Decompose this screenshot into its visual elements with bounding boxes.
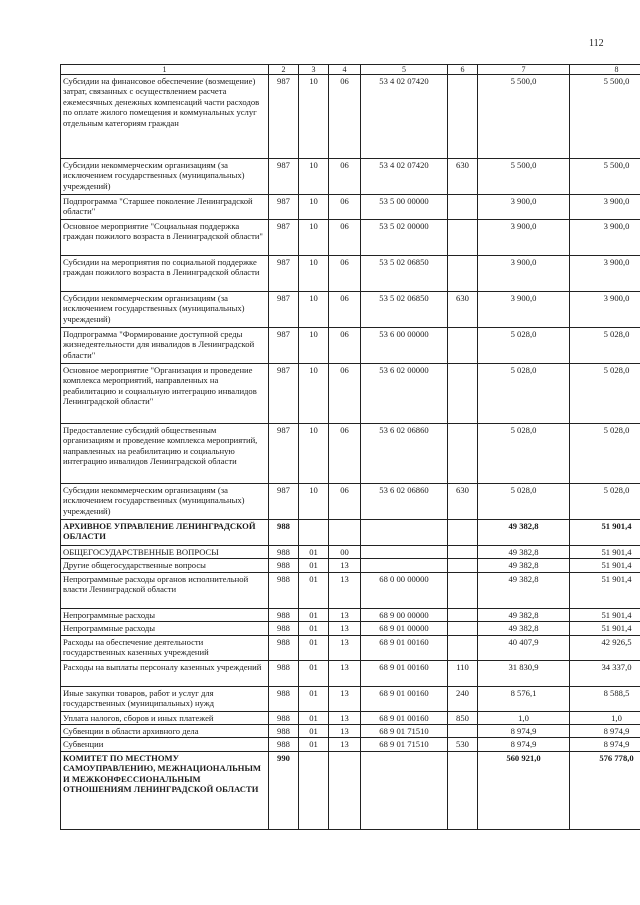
cell-ved: 988	[269, 686, 299, 711]
cell-expense-type	[448, 75, 478, 159]
cell-name: Подпрограмма "Старшее поколение Ленинградской области"	[61, 195, 269, 220]
cell-amount-year1: 8 974,9	[478, 738, 570, 751]
cell-section: 01	[299, 738, 329, 751]
cell-expense-type	[448, 364, 478, 424]
cell-ved: 988	[269, 660, 299, 686]
cell-section: 01	[299, 711, 329, 724]
cell-section: 01	[299, 660, 329, 686]
cell-name: ОБЩЕГОСУДАРСТВЕННЫЕ ВОПРОСЫ	[61, 546, 269, 559]
cell-subsection: 06	[329, 195, 361, 220]
cell-section: 10	[299, 256, 329, 292]
cell-expense-type: 240	[448, 686, 478, 711]
cell-amount-year2: 51 901,4	[570, 622, 640, 635]
cell-amount-year2: 576 778,0	[570, 751, 640, 829]
table-row	[61, 660, 640, 686]
cell-name: Иные закупки товаров, работ и услуг для государственных (муниципальных) нужд	[61, 686, 269, 711]
cell-name: КОМИТЕТ ПО МЕСТНОМУ САМОУПРАВЛЕНИЮ, МЕЖНАЦИОНАЛЬНЫМ И МЕЖКОНФЕССИОНАЛЬНЫМ ОТНОШЕНИЯМ ЛЕНИНГРАДСКОЙ ОБЛАСТИ	[61, 751, 269, 829]
cell-subsection	[329, 520, 361, 546]
cell-ved: 988	[269, 520, 299, 546]
cell-amount-year1: 5 500,0	[478, 159, 570, 195]
cell-subsection: 06	[329, 328, 361, 364]
cell-ved: 987	[269, 220, 299, 256]
cell-ved: 988	[269, 546, 299, 559]
header-cell: 3	[299, 65, 329, 75]
cell-amount-year1: 5 500,0	[478, 75, 570, 159]
header-cell: 7	[478, 65, 570, 75]
cell-name: Субвенции	[61, 738, 269, 751]
cell-expense-type	[448, 608, 478, 621]
cell-ved: 988	[269, 738, 299, 751]
cell-subsection: 00	[329, 546, 361, 559]
cell-subsection: 06	[329, 424, 361, 484]
cell-name: Непрограммные расходы органов исполнительной власти Ленинградской области	[61, 572, 269, 608]
cell-ved: 987	[269, 364, 299, 424]
cell-amount-year1: 49 382,8	[478, 608, 570, 621]
cell-section: 10	[299, 159, 329, 195]
cell-target-article: 53 5 02 06850	[361, 292, 448, 328]
cell-amount-year1: 49 382,8	[478, 520, 570, 546]
cell-subsection: 13	[329, 686, 361, 711]
table-row	[61, 328, 640, 364]
cell-ved: 987	[269, 328, 299, 364]
cell-amount-year2: 8 588,5	[570, 686, 640, 711]
cell-target-article: 68 9 00 00000	[361, 608, 448, 621]
cell-target-article: 53 4 02 07420	[361, 75, 448, 159]
cell-amount-year2: 1,0	[570, 711, 640, 724]
cell-amount-year2: 5 028,0	[570, 364, 640, 424]
cell-expense-type: 110	[448, 660, 478, 686]
cell-amount-year2: 3 900,0	[570, 195, 640, 220]
cell-subsection: 06	[329, 364, 361, 424]
cell-amount-year2: 5 500,0	[570, 159, 640, 195]
cell-section: 10	[299, 292, 329, 328]
table-row	[61, 364, 640, 424]
cell-section: 01	[299, 725, 329, 738]
cell-amount-year2: 51 901,4	[570, 559, 640, 572]
cell-section: 10	[299, 75, 329, 159]
cell-ved: 987	[269, 75, 299, 159]
cell-target-article: 53 5 00 00000	[361, 195, 448, 220]
cell-ved: 987	[269, 195, 299, 220]
cell-section: 01	[299, 546, 329, 559]
cell-name: Субсидии на финансовое обеспечение (возмещение) затрат, связанных с осуществлением расчета ежемесячных денежных компенсаций части расходов по оплате жилого помещения и коммунальных услуг отдельным категориям граждан	[61, 75, 269, 159]
header-row	[61, 65, 640, 75]
cell-amount-year2: 34 337,0	[570, 660, 640, 686]
cell-subsection: 13	[329, 660, 361, 686]
table-row	[61, 711, 640, 724]
table-row	[61, 484, 640, 520]
cell-section: 01	[299, 572, 329, 608]
cell-ved: 988	[269, 711, 299, 724]
cell-expense-type: 630	[448, 292, 478, 328]
cell-amount-year2: 5 500,0	[570, 75, 640, 159]
cell-ved: 987	[269, 256, 299, 292]
cell-expense-type	[448, 572, 478, 608]
cell-amount-year1: 3 900,0	[478, 292, 570, 328]
cell-amount-year1: 1,0	[478, 711, 570, 724]
cell-subsection: 13	[329, 622, 361, 635]
cell-amount-year1: 8 974,9	[478, 725, 570, 738]
header-cell: 6	[448, 65, 478, 75]
cell-amount-year1: 3 900,0	[478, 256, 570, 292]
cell-target-article: 53 6 02 00000	[361, 364, 448, 424]
cell-expense-type: 850	[448, 711, 478, 724]
cell-name: Подпрограмма "Формирование доступной среды жизнедеятельности для инвалидов в Ленинградской области"	[61, 328, 269, 364]
cell-target-article	[361, 546, 448, 559]
cell-section: 10	[299, 195, 329, 220]
cell-section	[299, 520, 329, 546]
cell-amount-year2: 42 926,5	[570, 635, 640, 660]
header-cell: 4	[329, 65, 361, 75]
cell-subsection: 06	[329, 159, 361, 195]
cell-name: Расходы на выплаты персоналу казенных учреждений	[61, 660, 269, 686]
table-row	[61, 220, 640, 256]
cell-ved: 988	[269, 572, 299, 608]
table-row	[61, 256, 640, 292]
cell-ved: 987	[269, 484, 299, 520]
cell-amount-year1: 31 830,9	[478, 660, 570, 686]
cell-expense-type	[448, 328, 478, 364]
cell-name: Субсидии некоммерческим организациям (за исключением государственных (муниципальных) учреждений)	[61, 484, 269, 520]
cell-amount-year2: 51 901,4	[570, 608, 640, 621]
cell-target-article: 68 9 01 00160	[361, 660, 448, 686]
cell-subsection: 13	[329, 635, 361, 660]
cell-name: Субвенции в области архивного дела	[61, 725, 269, 738]
cell-subsection: 06	[329, 484, 361, 520]
cell-target-article	[361, 520, 448, 546]
cell-target-article: 53 5 02 06850	[361, 256, 448, 292]
cell-subsection: 13	[329, 559, 361, 572]
cell-amount-year1: 49 382,8	[478, 572, 570, 608]
table-row	[61, 622, 640, 635]
table-row	[61, 75, 640, 159]
cell-target-article: 53 6 02 06860	[361, 484, 448, 520]
cell-name: Субсидии некоммерческим организациям (за исключением государственных (муниципальных) учреждений)	[61, 159, 269, 195]
table-row	[61, 635, 640, 660]
cell-target-article: 53 5 02 00000	[361, 220, 448, 256]
cell-section: 10	[299, 484, 329, 520]
cell-expense-type	[448, 256, 478, 292]
header-cell: 2	[269, 65, 299, 75]
cell-amount-year2: 51 901,4	[570, 572, 640, 608]
cell-ved: 988	[269, 608, 299, 621]
cell-amount-year1: 3 900,0	[478, 195, 570, 220]
cell-ved: 987	[269, 159, 299, 195]
cell-amount-year2: 3 900,0	[570, 292, 640, 328]
cell-name: Субсидии на мероприятия по социальной поддержке граждан пожилого возраста в Ленинградской области	[61, 256, 269, 292]
table-row	[61, 159, 640, 195]
cell-section: 10	[299, 424, 329, 484]
cell-expense-type	[448, 546, 478, 559]
cell-name: Основное мероприятие "Организация и проведение комплекса мероприятий, направленных на реабилитацию и социальную интеграцию инвалидов Ленинградской области"	[61, 364, 269, 424]
cell-target-article: 68 9 01 00000	[361, 622, 448, 635]
cell-name: Расходы на обеспечение деятельности государственных казенных учреждений	[61, 635, 269, 660]
cell-name: Непрограммные расходы	[61, 622, 269, 635]
cell-section: 10	[299, 328, 329, 364]
cell-target-article: 68 9 01 71510	[361, 738, 448, 751]
cell-amount-year2: 51 901,4	[570, 520, 640, 546]
table-row	[61, 686, 640, 711]
cell-amount-year1: 49 382,8	[478, 559, 570, 572]
cell-target-article: 68 9 01 00160	[361, 635, 448, 660]
cell-expense-type	[448, 220, 478, 256]
cell-target-article: 68 0 00 00000	[361, 572, 448, 608]
cell-ved: 988	[269, 725, 299, 738]
cell-target-article	[361, 559, 448, 572]
cell-expense-type: 530	[448, 738, 478, 751]
table-row	[61, 751, 640, 829]
cell-name: Основное мероприятие "Социальная поддержка граждан пожилого возраста в Ленинградской области"	[61, 220, 269, 256]
table-row	[61, 424, 640, 484]
cell-section: 10	[299, 364, 329, 424]
cell-name: Непрограммные расходы	[61, 608, 269, 621]
cell-subsection: 13	[329, 711, 361, 724]
cell-expense-type	[448, 635, 478, 660]
header-cell: 1	[61, 65, 269, 75]
cell-amount-year2: 5 028,0	[570, 484, 640, 520]
cell-name: Предоставление субсидий общественным организациям и проведение комплекса мероприятий, направленных на реабилитацию и социальную интеграцию инвалидов Ленинградской области	[61, 424, 269, 484]
cell-expense-type: 630	[448, 159, 478, 195]
cell-target-article: 53 4 02 07420	[361, 159, 448, 195]
cell-ved: 987	[269, 424, 299, 484]
cell-amount-year2: 5 028,0	[570, 328, 640, 364]
cell-ved: 988	[269, 635, 299, 660]
table-row	[61, 572, 640, 608]
header-cell: 8	[570, 65, 640, 75]
cell-expense-type: 630	[448, 484, 478, 520]
cell-target-article: 68 9 01 71510	[361, 725, 448, 738]
cell-target-article: 68 9 01 00160	[361, 711, 448, 724]
cell-target-article: 68 9 01 00160	[361, 686, 448, 711]
cell-target-article: 53 6 02 06860	[361, 424, 448, 484]
cell-section: 01	[299, 686, 329, 711]
table-row	[61, 559, 640, 572]
cell-amount-year1: 5 028,0	[478, 484, 570, 520]
cell-expense-type	[448, 424, 478, 484]
cell-target-article	[361, 751, 448, 829]
cell-target-article: 53 6 00 00000	[361, 328, 448, 364]
cell-ved: 988	[269, 622, 299, 635]
cell-amount-year1: 560 921,0	[478, 751, 570, 829]
cell-amount-year1: 5 028,0	[478, 328, 570, 364]
cell-subsection: 06	[329, 292, 361, 328]
table-row	[61, 546, 640, 559]
table-row	[61, 725, 640, 738]
cell-amount-year2: 3 900,0	[570, 220, 640, 256]
cell-section	[299, 751, 329, 829]
cell-amount-year2: 8 974,9	[570, 725, 640, 738]
cell-subsection: 13	[329, 738, 361, 751]
header-cell: 5	[361, 65, 448, 75]
table-row	[61, 292, 640, 328]
cell-section: 01	[299, 622, 329, 635]
cell-amount-year2: 8 974,9	[570, 738, 640, 751]
cell-name: Субсидии некоммерческим организациям (за исключением государственных (муниципальных) учреждений)	[61, 292, 269, 328]
cell-amount-year2: 51 901,4	[570, 546, 640, 559]
cell-subsection	[329, 751, 361, 829]
cell-expense-type	[448, 622, 478, 635]
cell-expense-type	[448, 520, 478, 546]
cell-expense-type	[448, 195, 478, 220]
cell-name: Другие общегосударственные вопросы	[61, 559, 269, 572]
cell-name: Уплата налогов, сборов и иных платежей	[61, 711, 269, 724]
cell-section: 01	[299, 608, 329, 621]
cell-amount-year1: 5 028,0	[478, 424, 570, 484]
cell-expense-type	[448, 751, 478, 829]
table-row	[61, 738, 640, 751]
table-row	[61, 608, 640, 621]
cell-section: 01	[299, 635, 329, 660]
budget-table	[60, 64, 640, 830]
cell-name: АРХИВНОЕ УПРАВЛЕНИЕ ЛЕНИНГРАДСКОЙ ОБЛАСТИ	[61, 520, 269, 546]
table-row	[61, 195, 640, 220]
page-number: 112	[589, 38, 604, 49]
cell-subsection: 13	[329, 572, 361, 608]
cell-expense-type	[448, 725, 478, 738]
cell-subsection: 13	[329, 725, 361, 738]
cell-amount-year1: 3 900,0	[478, 220, 570, 256]
cell-section: 01	[299, 559, 329, 572]
cell-amount-year1: 40 407,9	[478, 635, 570, 660]
cell-ved: 987	[269, 292, 299, 328]
cell-amount-year2: 3 900,0	[570, 256, 640, 292]
cell-subsection: 06	[329, 220, 361, 256]
cell-subsection: 06	[329, 75, 361, 159]
cell-subsection: 13	[329, 608, 361, 621]
cell-amount-year2: 5 028,0	[570, 424, 640, 484]
cell-ved: 988	[269, 559, 299, 572]
cell-expense-type	[448, 559, 478, 572]
cell-amount-year1: 8 576,1	[478, 686, 570, 711]
cell-subsection: 06	[329, 256, 361, 292]
cell-section: 10	[299, 220, 329, 256]
cell-ved: 990	[269, 751, 299, 829]
cell-amount-year1: 49 382,8	[478, 546, 570, 559]
table-row	[61, 520, 640, 546]
cell-amount-year1: 49 382,8	[478, 622, 570, 635]
cell-amount-year1: 5 028,0	[478, 364, 570, 424]
